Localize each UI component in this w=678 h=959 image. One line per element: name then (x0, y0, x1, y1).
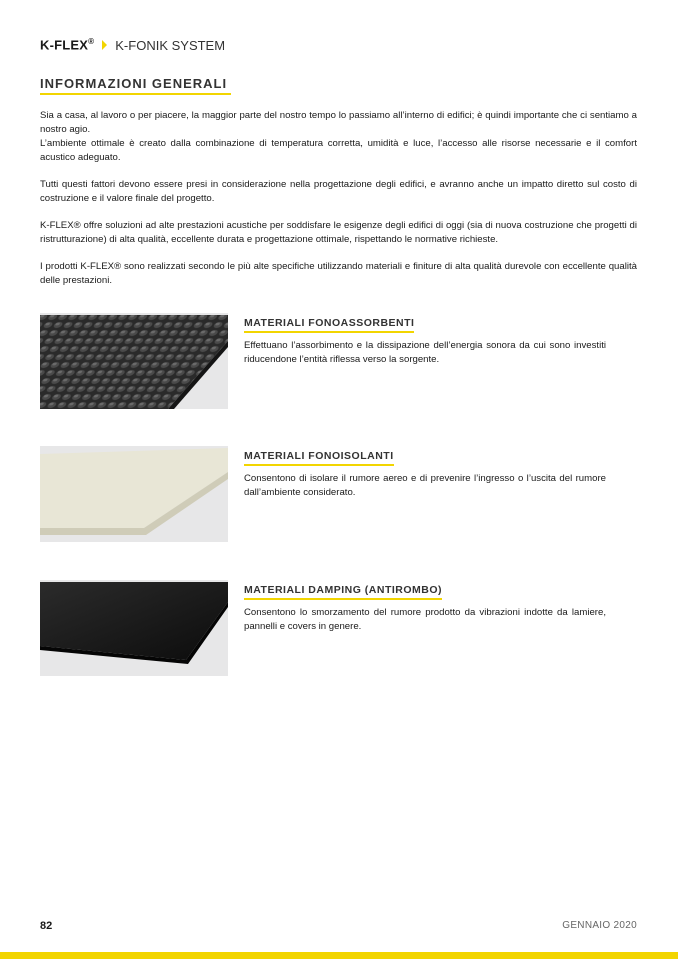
material-description: Consentono lo smorzamento del rumore prodotto da vibrazioni indotte da lamiere, pannelli e covers in genere. (244, 607, 606, 632)
material-item-damping (40, 580, 637, 676)
section-title: INFORMAZIONI GENERALI (40, 76, 227, 91)
title-underline (40, 93, 231, 95)
intro-text (40, 109, 637, 301)
foam-absorbing-image (40, 313, 228, 409)
system-name: K-FONIK SYSTEM (115, 37, 226, 53)
material-item-fonoisolanti (40, 446, 637, 542)
publication-date: GENNAIO 2020 (562, 920, 637, 931)
chevron-right-icon (102, 40, 107, 50)
intro-paragraph: Sia a casa, al lavoro o per piacere, la maggior parte del nostro tempo lo passiamo all’interno di edifici; è quindi importante che ci sentiamo a nostro agio. L’ambiente ottimale è creato dalla combinazione di temperatura corretta, umidità e luce, l’accesso alle risorse necessarie e il comfort acustico adeguato. (40, 110, 637, 163)
page-number: 82 (40, 920, 53, 932)
material-title: MATERIALI DAMPING (ANTIROMBO) (244, 584, 442, 600)
intro-paragraph: I prodotti K-FLEX® sono realizzati secondo le più alte specifiche utilizzando materiali e finiture di alta qualità durevole con eccellente qualità delle prestazioni. (40, 261, 637, 286)
material-title: MATERIALI FONOISOLANTI (244, 450, 394, 466)
bottom-accent-bar (0, 952, 678, 959)
material-title: MATERIALI FONOASSORBENTI (244, 317, 414, 333)
material-description: Consentono di isolare il rumore aereo e di prevenire l’ingresso o l’uscita del rumore dall’ambiente considerato. (244, 473, 606, 498)
material-description: Effettuano l’assorbimento e la dissipazione dell’energia sonora da cui sono investiti riducendone l’entità riflessa verso la sorgente. (244, 340, 606, 365)
insulating-panel-image (40, 446, 228, 542)
damping-sheet-image (40, 580, 228, 676)
material-item-fonoassorbenti (40, 313, 637, 409)
brand-name: K-FLEX® (40, 37, 95, 53)
intro-paragraph: Tutti questi fattori devono essere presi in considerazione nella progettazione degli edifici, e avranno anche un impatto diretto sul costo di costruzione e il valore finale del progetto. (40, 179, 637, 204)
page-header (40, 36, 225, 54)
intro-paragraph: K-FLEX® offre soluzioni ad alte prestazioni acustiche per soddisfare le esigenze degli edifici di oggi (sia di nuova costruzione che progetti di ristrutturazione) di alta qualità, eccellente durata e progettazione ottimale, rispettando le normative richieste. (40, 220, 637, 245)
